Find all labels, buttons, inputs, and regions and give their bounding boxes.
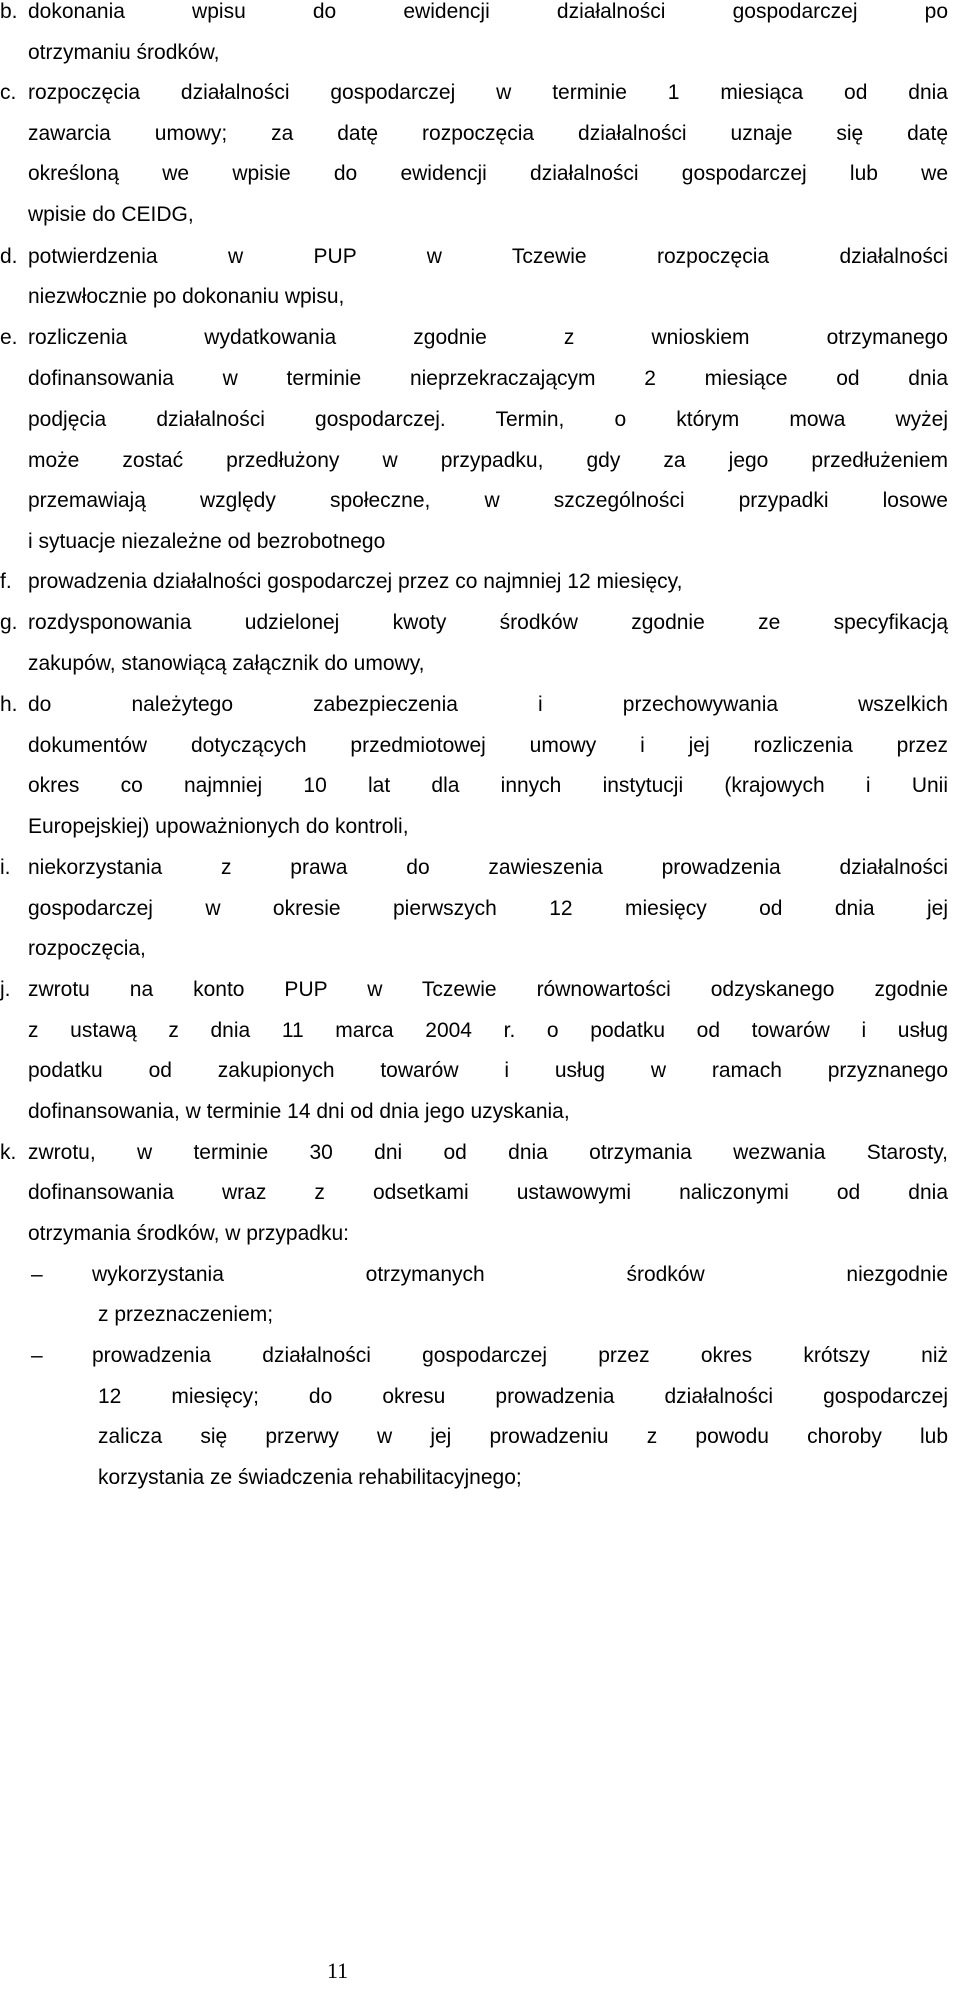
- list-item-line: podatku od zakupionych towarów i usług w ramach przyznanego: [28, 1059, 948, 1082]
- list-item-line: okres co najmniej 10 lat dla innych instytucji (krajowych i Unii: [28, 774, 948, 797]
- list-item-line: dofinansowania wraz z odsetkami ustawowymi naliczonymi od dnia: [28, 1181, 948, 1204]
- sublist-item-line: z przeznaczeniem;: [98, 1303, 274, 1326]
- list-item-line: otrzymaniu środków,: [28, 41, 220, 64]
- list-item-marker: e.: [0, 326, 18, 349]
- list-item-line: zwrotu, w terminie 30 dni od dnia otrzymania wezwania Starosty,: [28, 1141, 948, 1164]
- list-item-line: rozdysponowania udzielonej kwoty środków zgodnie ze specyfikacją: [28, 611, 948, 634]
- list-item-line: zwrotu na konto PUP w Tczewie równowartości odzyskanego zgodnie: [28, 978, 948, 1001]
- list-item-line: zakupów, stanowiącą załącznik do umowy,: [28, 652, 425, 675]
- page-number: 11: [327, 1958, 349, 1983]
- list-item-line: niekorzystania z prawa do zawieszenia prowadzenia działalności: [28, 856, 948, 879]
- list-item-marker: f.: [0, 570, 12, 593]
- list-item-marker: c.: [0, 81, 17, 104]
- list-item-line: prowadzenia działalności gospodarczej przez co najmniej 12 miesięcy,: [28, 570, 683, 593]
- sublist-item-line: zalicza się przerwy w jej prowadzeniu z powodu choroby lub: [98, 1425, 948, 1448]
- list-item-line: rozpoczęcia,: [28, 937, 146, 960]
- list-item-line: określoną we wpisie do ewidencji działalności gospodarczej lub we: [28, 162, 948, 185]
- list-item-line: i sytuacje niezależne od bezrobotnego: [28, 530, 386, 553]
- list-item-line: niezwłocznie po dokonaniu wpisu,: [28, 285, 345, 308]
- list-item-line: wpisie do CEIDG,: [28, 203, 194, 226]
- list-item-line: otrzymania środków, w przypadku:: [28, 1222, 349, 1245]
- sublist-item-line: 12 miesięcy; do okresu prowadzenia działalności gospodarczej: [98, 1385, 948, 1408]
- list-item-line: podjęcia działalności gospodarczej. Termin, o którym mowa wyżej: [28, 408, 948, 431]
- list-item-line: gospodarczej w okresie pierwszych 12 miesięcy od dnia jej: [28, 897, 948, 920]
- list-item-line: potwierdzenia w PUP w Tczewie rozpoczęcia działalności: [28, 245, 948, 268]
- sublist-item-line: prowadzenia działalności gospodarczej przez okres krótszy niż: [92, 1344, 948, 1367]
- dash-bullet-marker: –: [31, 1263, 43, 1286]
- dash-bullet-marker: –: [31, 1344, 43, 1367]
- list-item-marker: j.: [0, 978, 11, 1001]
- sublist-item-line: wykorzystania otrzymanych środków niezgodnie: [92, 1263, 948, 1286]
- list-item-line: do należytego zabezpieczenia i przechowywania wszelkich: [28, 693, 948, 716]
- list-item-line: rozliczenia wydatkowania zgodnie z wnioskiem otrzymanego: [28, 326, 948, 349]
- list-item-marker: g.: [0, 611, 18, 634]
- list-item-line: może zostać przedłużony w przypadku, gdy za jego przedłużeniem: [28, 449, 948, 472]
- list-item-line: dokumentów dotyczących przedmiotowej umowy i jej rozliczenia przez: [28, 734, 948, 757]
- list-item-line: Europejskiej) upoważnionych do kontroli,: [28, 815, 409, 838]
- list-item-line: dofinansowania, w terminie 14 dni od dnia jego uzyskania,: [28, 1100, 570, 1123]
- list-item-line: przemawiają względy społeczne, w szczególności przypadki losowe: [28, 489, 948, 512]
- sublist-item-line: korzystania ze świadczenia rehabilitacyjnego;: [98, 1466, 522, 1489]
- list-item-marker: b.: [0, 0, 18, 23]
- list-item-marker: i.: [0, 856, 11, 879]
- list-item-marker: k.: [0, 1141, 17, 1164]
- list-item-line: rozpoczęcia działalności gospodarczej w terminie 1 miesiąca od dnia: [28, 81, 948, 104]
- list-item-line: dofinansowania w terminie nieprzekraczającym 2 miesiące od dnia: [28, 367, 948, 390]
- list-item-marker: h.: [0, 693, 18, 716]
- list-item-marker: d.: [0, 245, 18, 268]
- list-item-line: dokonania wpisu do ewidencji działalności gospodarczej po: [28, 0, 948, 23]
- list-item-line: z ustawą z dnia 11 marca 2004 r. o podatku od towarów i usług: [28, 1019, 948, 1042]
- list-item-line: zawarcia umowy; za datę rozpoczęcia działalności uznaje się datę: [28, 122, 948, 145]
